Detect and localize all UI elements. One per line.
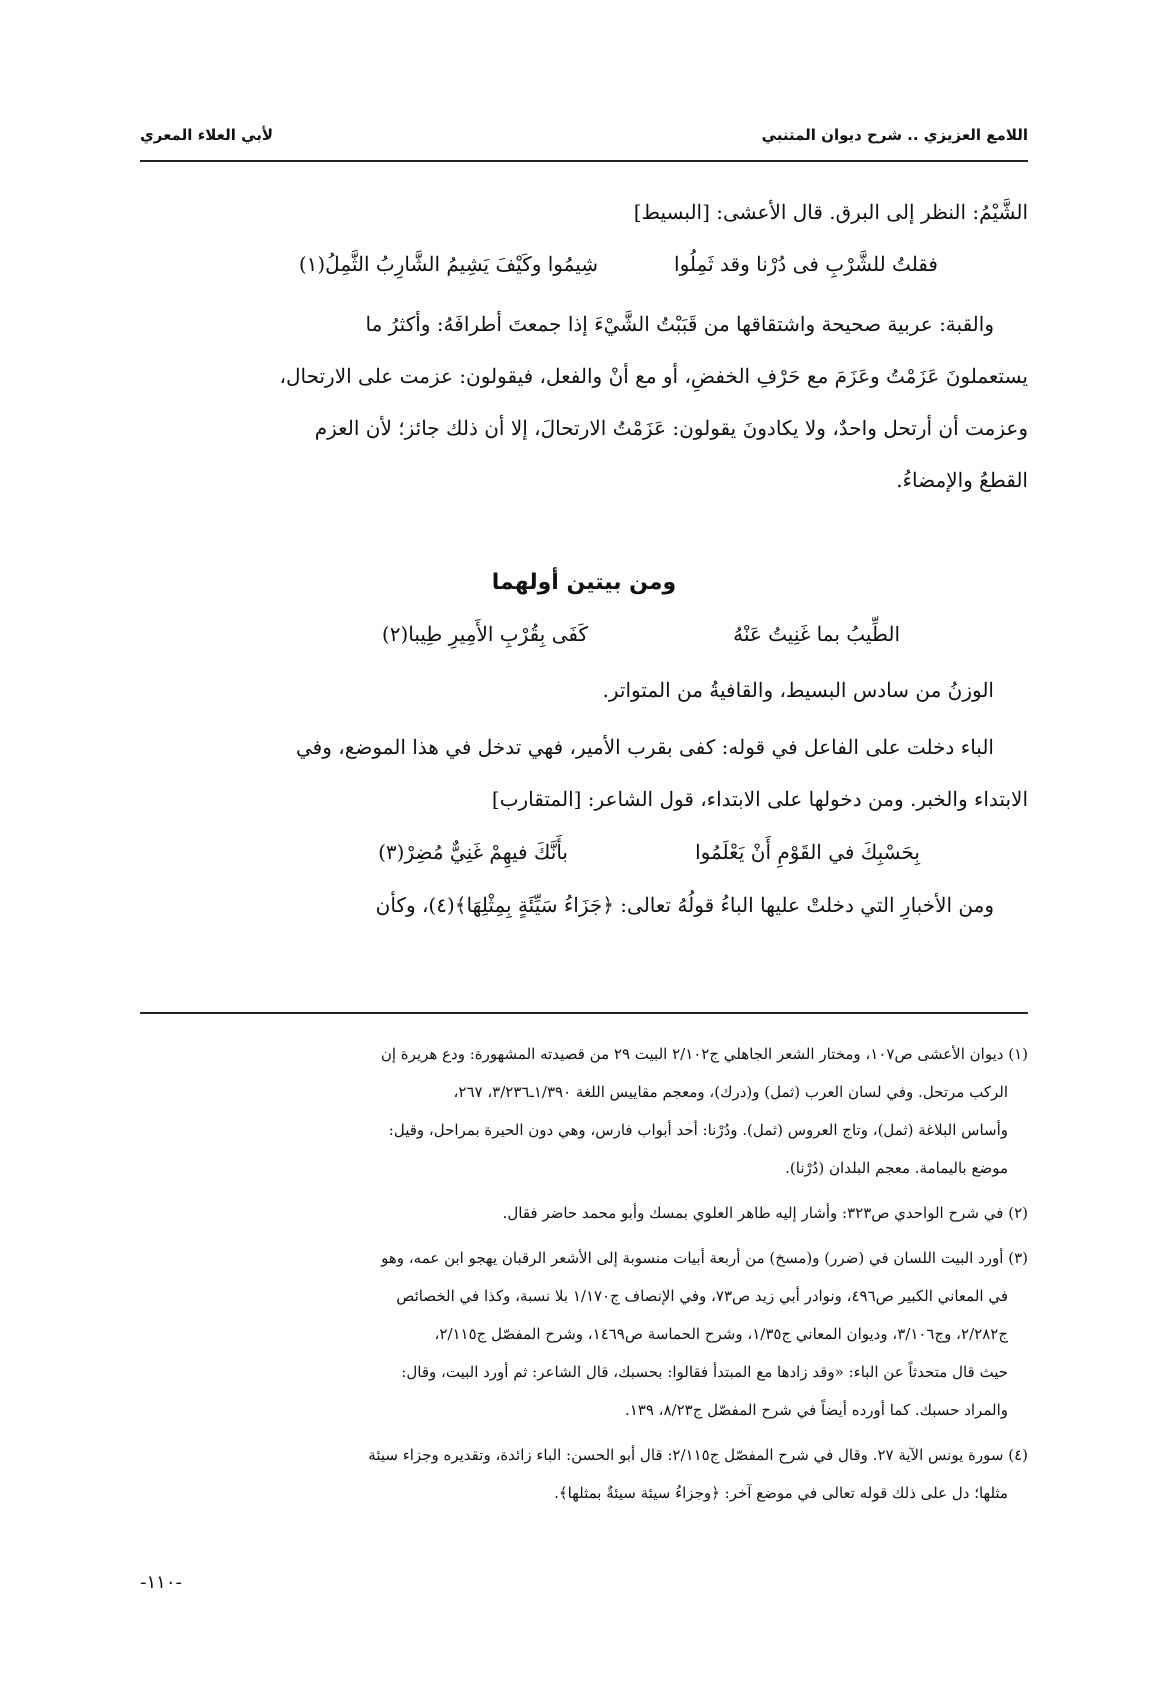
book-title: اللامع العزيزي .. شرح ديوان المتنبي [761,126,1028,144]
footnote-2-line-1: (٢) في شرح الواحدي ص٣٢٣: وأشار إليه طاهر العلوي بمسك وأبو محمد حاضر فقال. [502,1204,1028,1222]
paragraph-meter: الوزنُ من سادس البسيط، والقافيةُ من المتواتر. [602,678,994,702]
running-header [140,112,1028,162]
section-heading: ومن بيتين أولهما [491,570,677,595]
header-divider [140,160,1028,162]
paragraph-akhbar: ومن الأخبارِ التي دخلتْ عليها الباءُ قولُهُ تعالى: ﴿جَزَاءُ سَيِّئَةٍ بِمِثْلِهَا﴾(٤)، وكأن [375,893,994,917]
footnote-4-line-2: مثلها؛ دل على ذلك قوله تعالى في موضع آخر: ﴿وجزاءُ سيئة سيئةٌ بمثلها﴾. [554,1484,1008,1502]
footnote-divider [140,1012,1028,1014]
paragraph-qubba-line-2: يستعملونَ عَزَمْتُ وعَزَمَ مع حَرْفِ الخفضِ، أو مع أنْ والفعل، فيقولون: عزمت على الارتحال، [279,364,1028,388]
page-number: -١١٠- [140,1572,183,1593]
verse-2-second-hemistich: كَفَى بِقُرْبِ الأَمِيرِ طِيبا(٢) [381,622,588,646]
verse-2 [140,622,1028,654]
paragraph-ba-line-2: الابتداء والخبر. ومن دخولها على الابتداء، قول الشاعر: [المتقارب] [491,787,1028,811]
verse-2-first-hemistich: الطِّيبُ بما غَنِيتُ عَنْهُ [733,622,900,646]
verse-1-first-hemistich: فقلتُ للشَّرْبِ فى دُرْنا وقد ثَمِلُوا [674,252,938,276]
footnote-4-line-1: (٤) سورة يونس الآية ٢٧. وقال في شرح المفصّل ج٢/١١٥: قال أبو الحسن: الباء زائدة، وتقديره وجزاء سيئة [368,1446,1028,1464]
verse-1-second-hemistich: شِيمُوا وكَيْفَ يَشِيمُ الشَّارِبُ الثَّمِلُ(١) [298,252,598,276]
footnote-3-line-1: (٣) أورد البيت اللسان في (ضرر) و(مسخ) من أربعة أبيات منسوبة إلى الأشعر الرقبان يهجو ابن عمه، وهو [381,1249,1028,1267]
paragraph-qubba-line-1: والقبة: عربية صحيحة واشتقاقها من قَبَبْتُ الشَّيْءَ إذا جمعتَ أطرافَهُ: وأكثرُ ما [365,312,994,336]
footnote-1-line-3: وأساس البلاغة (ثمل)، وتاج العروس (ثمل). ودُرْنا: أحد أبواب فارس، وهي دون الحيرة بمراحل، وقيل: [388,1121,1008,1139]
verse-3 [140,840,1028,872]
verse-1 [140,252,1028,284]
paragraph-qubba-line-3: وعزمت أن أرتحل واحدٌ، ولا يكادونَ يقولون: عَزَمْتُ الارتحالَ، إلا أن ذلك جائز؛ لأن العزم [314,416,1028,440]
paragraph-definition: الشَّيْمُ: النظر إلى البرق. قال الأعشى: [البسيط] [633,200,1028,224]
footnote-3-line-3: ج٢/٢٨٢، وج٣/١٠٦، وديوان المعاني ج١/٣٥، وشرح الحماسة ص١٤٦٩، وشرح المفصّل ج٢/١١٥، [434,1325,1008,1343]
footnote-3-line-5: والمراد حسبك. كما أورده أيضاً في شرح المفصّل ج٨/٢٣، ١٣٩. [624,1401,1008,1419]
footnote-3-line-4: حيث قال متحدثاً عن الباء: «وقد زادها مع المبتدأ فقالوا: بحسبك، قال الشاعر: ثم أورد البيت، وقال: [401,1363,1008,1381]
verse-3-second-hemistich: بأَنَّكَ فيهِمْ غَنِيٌّ مُضِرْ(٣) [378,840,568,864]
footnote-3-line-2: في المعاني الكبير ص٤٩٦، ونوادر أبي زيد ص٧٣، وفي الإنصاف ج١/١٧٠ بلا نسبة، وكذا في الخصائص [396,1287,1008,1305]
verse-3-first-hemistich: بِحَسْبِكَ في القَوْمِ أَنْ يَعْلَمُوا [695,840,920,864]
paragraph-ba-line-1: الباء دخلت على الفاعل في قوله: كفى بقرب الأمير، فهي تدخل في هذا الموضع، وفي [296,735,994,759]
footnote-1-line-4: موضع باليمامة. معجم البلدان (دُرْنا). [785,1159,1008,1177]
footnote-1-line-1: (١) ديوان الأعشى ص١٠٧، ومختار الشعر الجاهلي ج٢/١٠٢ البيت ٢٩ من قصيدته المشهورة: ودع هريرة إن [380,1045,1028,1063]
author-name: لأبي العلاء المعري [140,126,274,144]
paragraph-qubba-line-4: القطعُ والإمضاءُ. [896,468,1028,492]
footnote-1-line-2: الركب مرتحل. وفي لسان العرب (ثمل) و(درك)، ومعجم مقاييس اللغة ١/٣٩٠ـ٣/٢٣٦، ٢٦٧، [453,1083,1008,1101]
